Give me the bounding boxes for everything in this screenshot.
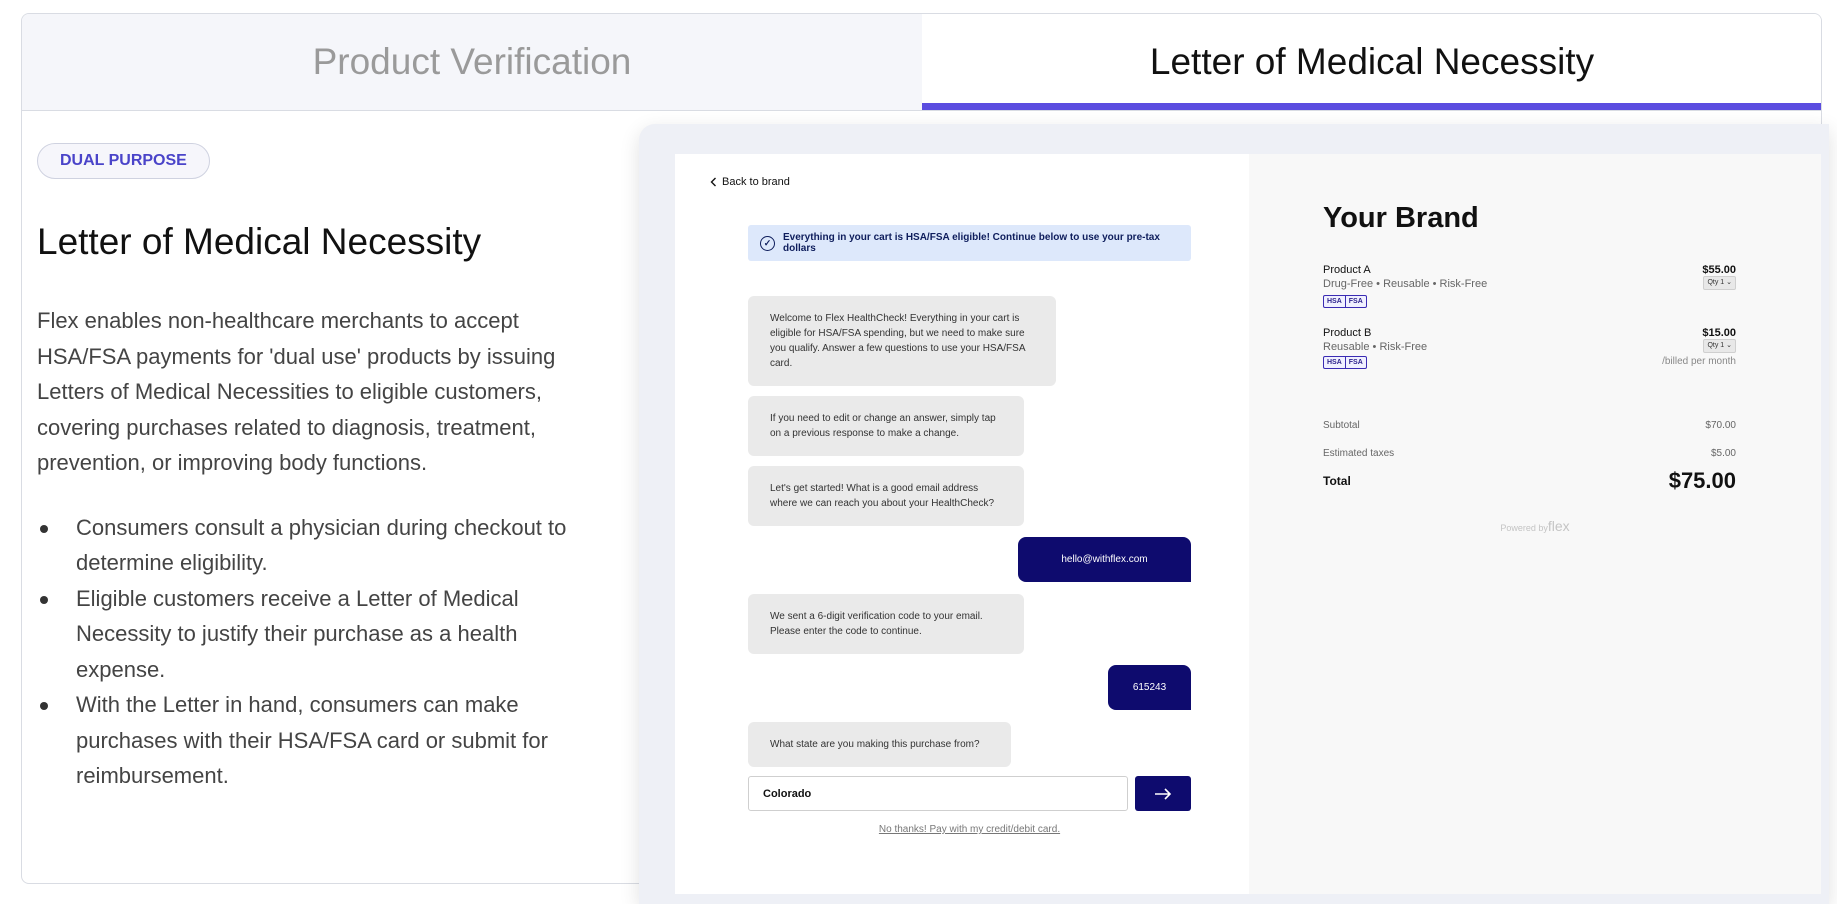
eligibility-banner — [748, 225, 1191, 261]
taxes-value: $5.00 — [1710, 448, 1736, 459]
subtotal-value: $70.00 — [1705, 420, 1736, 431]
total-label: Total — [1323, 474, 1351, 488]
cart-item — [1323, 264, 1736, 308]
subtotal-row — [1323, 420, 1736, 431]
dual-purpose-badge: DUAL PURPOSE — [37, 143, 210, 179]
taxes-label: Estimated taxes — [1323, 448, 1395, 459]
bullet-dot-icon — [40, 702, 48, 710]
total-value: $75.00 — [1668, 468, 1736, 493]
bullet-dot-icon — [40, 596, 48, 604]
tab-letter-of-medical-necessity[interactable]: Letter of Medical Necessity — [922, 14, 1822, 110]
product-description: Drug-Free • Reusable • Risk-Free — [1323, 278, 1488, 290]
chevron-left-icon — [710, 177, 717, 187]
feature-bullet-list — [37, 510, 597, 794]
flex-logo: flex — [1547, 518, 1570, 534]
submit-button[interactable] — [1135, 776, 1191, 811]
powered-by-label: Powered by — [1500, 523, 1548, 533]
feature-description — [37, 143, 597, 794]
product-name: Product B — [1323, 327, 1372, 339]
bullet-text: Consumers consult a physician during checkout to determine eligibility. — [76, 514, 567, 575]
chat-reply-code[interactable]: 615243 — [1108, 665, 1191, 710]
order-summary-panel — [1249, 154, 1821, 894]
bullet-text: Eligible customers receive a Letter of Medical Necessity to justify their purchase as a health expense. — [76, 585, 519, 682]
chat-reply-email[interactable]: hello@withflex.com — [1018, 537, 1191, 582]
back-to-brand-link[interactable] — [710, 176, 790, 188]
bullet-text: With the Letter in hand, consumers can make purchases with their HSA/FSA card or submit for reimbursement. — [76, 692, 548, 788]
chat-message: If you need to edit or change an answer, simply tap on a previous response to make a change. — [748, 396, 1024, 456]
product-price: $15.00 — [1702, 327, 1736, 339]
bullet-item — [37, 581, 597, 688]
state-input[interactable] — [748, 776, 1128, 811]
chat-message: Let's get started! What is a good email address where we can reach you about your HealthCheck? — [748, 466, 1024, 526]
tab-product-verification[interactable]: Product Verification — [22, 14, 922, 110]
section-paragraph: Flex enables non-healthcare merchants to accept HSA/FSA payments for 'dual use' products by issuing Letters of Medical Necessities to eligible customers, covering purchases related to diagnosis, treatment, prevention, or improving body functions. — [37, 308, 556, 475]
bullet-item — [37, 687, 597, 794]
chat-message: Welcome to Flex HealthCheck! Everything in your cart is eligible for HSA/FSA spending, but we need to make sure you qualify. Answer a few questions to use your HSA/FSA card. — [748, 296, 1056, 386]
back-label: Back to brand — [722, 176, 790, 188]
arrow-right-icon — [1154, 788, 1172, 800]
banner-text: Everything in your cart is HSA/FSA eligible! Continue below to use your pre-tax dollars — [783, 232, 1160, 254]
quantity-select[interactable]: Qty 1 ⌄ — [1703, 276, 1736, 290]
tab-bar — [22, 14, 1822, 111]
pay-with-card-link[interactable]: No thanks! Pay with my credit/debit card. — [878, 824, 1061, 835]
quantity-select[interactable]: Qty 1 ⌄ — [1703, 339, 1736, 353]
total-row — [1323, 468, 1736, 494]
brand-name: Your Brand — [1323, 202, 1479, 234]
product-name: Product A — [1323, 264, 1371, 276]
check-circle-icon: ✓ — [760, 236, 775, 251]
cart-item — [1323, 327, 1736, 369]
section-title: Letter of Medical Necessity — [37, 221, 482, 262]
product-description: Reusable • Risk-Free — [1323, 341, 1428, 353]
billing-frequency: /billed per month — [1662, 355, 1736, 367]
bullet-dot-icon — [40, 525, 48, 533]
hsa-fsa-tag: HSA FSA — [1323, 295, 1367, 308]
healthcheck-chat-panel — [675, 154, 1249, 894]
bullet-item — [37, 510, 597, 581]
subtotal-label: Subtotal — [1323, 420, 1360, 431]
chat-message: What state are you making this purchase from? — [748, 722, 1011, 767]
chat-message: We sent a 6-digit verification code to your email. Please enter the code to continue. — [748, 594, 1024, 654]
taxes-row — [1323, 448, 1736, 459]
hsa-fsa-tag: HSA FSA — [1323, 356, 1367, 369]
product-price: $55.00 — [1702, 264, 1736, 276]
powered-by-flex — [1249, 518, 1821, 534]
